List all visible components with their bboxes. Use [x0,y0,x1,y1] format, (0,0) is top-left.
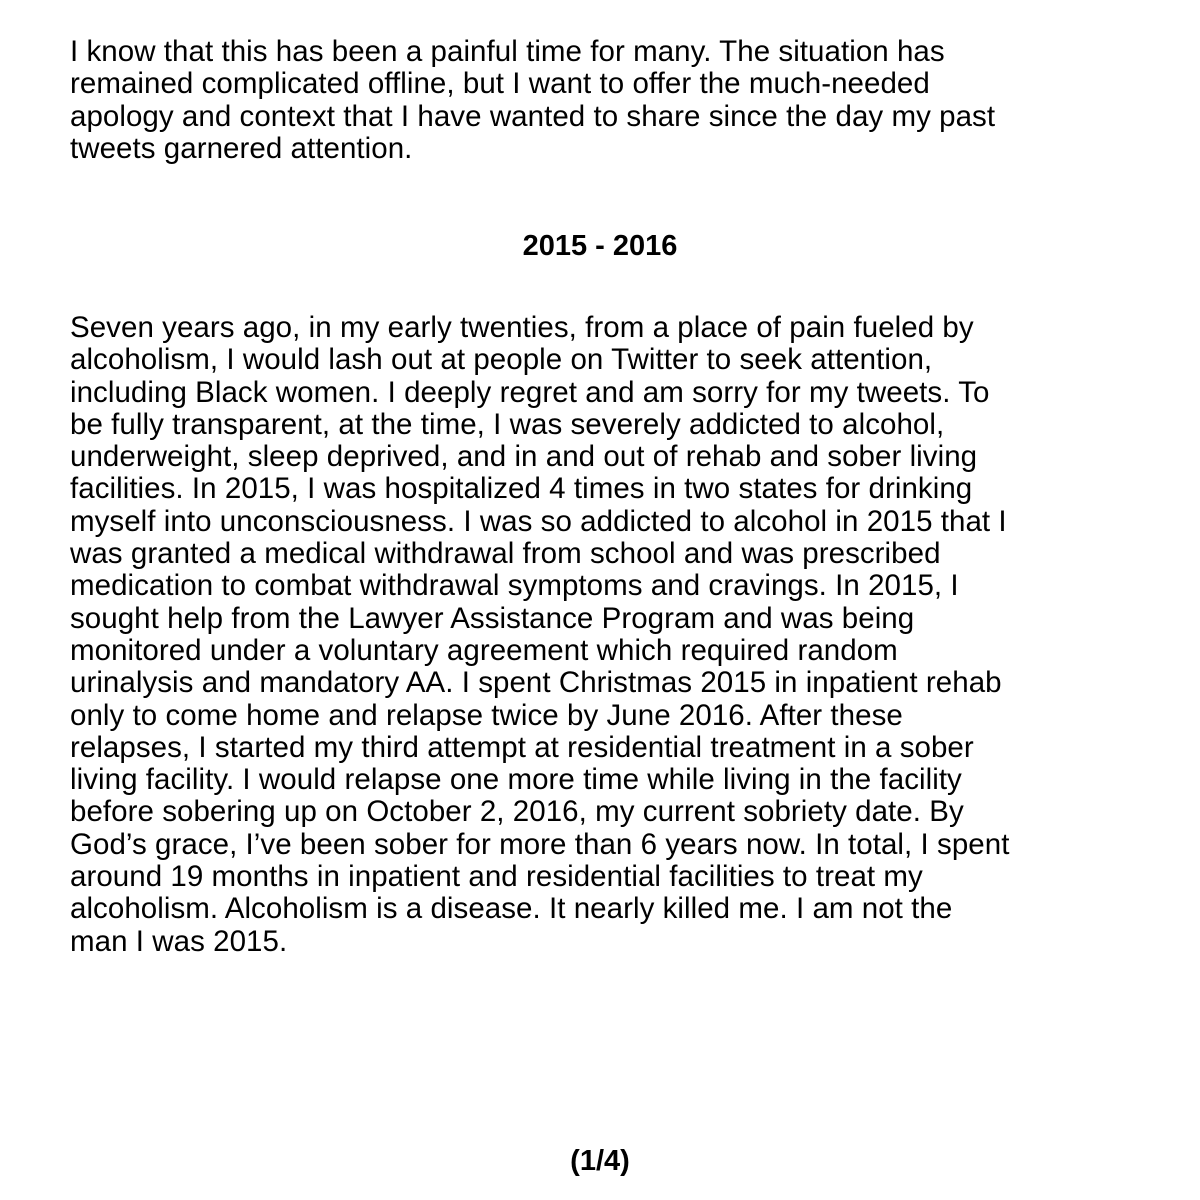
intro-paragraph [70,36,1140,165]
intro-line: tweets garnered attention. [70,131,413,165]
body-line: around 19 months in inpatient and residential facilities to treat my [70,860,923,894]
body-line: myself into unconsciousness. I was so addicted to alcohol in 2015 that I [70,504,1007,538]
body-line: only to come home and relapse twice by June 2016. After these [70,698,903,732]
body-line: be fully transparent, at the time, I was severely addicted to alcohol, [70,407,945,441]
body-line: man I was 2015. [70,924,288,958]
body-line: God’s grace, I’ve been sober for more than 6 years now. In total, I spent [70,827,1010,861]
body-line: living facility. I would relapse one more time while living in the facility [70,763,962,797]
body-line: facilities. In 2015, I was hospitalized 4 times in two states for drinking [70,472,973,506]
section-heading: 2015 - 2016 [522,230,678,262]
body-line: medication to combat withdrawal symptoms and cravings. In 2015, I [70,569,959,603]
intro-line: I know that this has been a painful time for many. The situation has [70,35,945,68]
intro-line: apology and context that I have wanted to share since the day my past [70,99,996,133]
body-line: relapses, I started my third attempt at residential treatment in a sober [70,730,974,764]
body-line: was granted a medical withdrawal from school and was prescribed [70,537,941,571]
body-line: alcoholism, I would lash out at people on Twitter to seek attention, [70,343,933,377]
body-line: Seven years ago, in my early twenties, from a place of pain fueled by [70,311,974,344]
body-line: sought help from the Lawyer Assistance Program and was being [70,601,915,635]
intro-line: remained complicated offline, but I want to offer the much-needed [70,67,930,101]
body-line: before sobering up on October 2, 2016, my current sobriety date. By [70,795,964,829]
body-line: underweight, sleep deprived, and in and out of rehab and sober living [70,440,978,474]
body-line: alcoholism. Alcoholism is a disease. It nearly killed me. I am not the [70,892,953,926]
page-indicator: (1/4) [570,1145,630,1177]
body-line: urinalysis and mandatory AA. I spent Christmas 2015 in inpatient rehab [70,666,1002,700]
body-line: including Black women. I deeply regret and am sorry for my tweets. To [70,375,990,409]
body-line: monitored under a voluntary agreement which required random [70,633,898,667]
body-paragraph [70,312,1140,958]
